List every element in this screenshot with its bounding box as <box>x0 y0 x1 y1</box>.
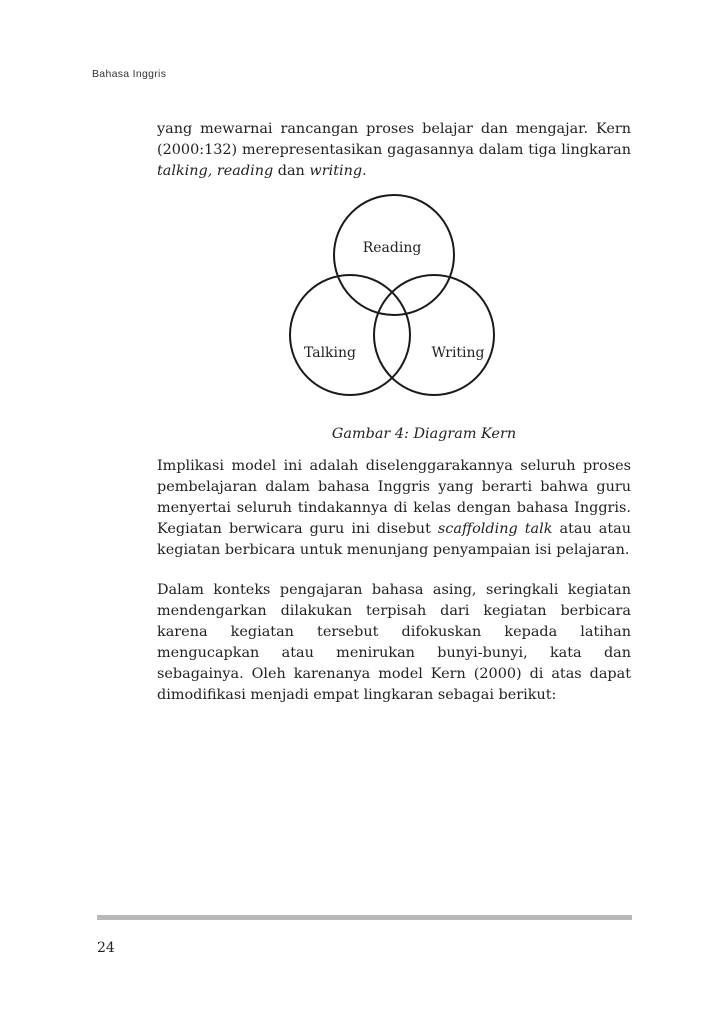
paragraph-implikasi <box>157 456 631 561</box>
p1-text: Implikasi model ini adalah diselenggarakannya seluruh proses pembelajaran dalam bahasa Inggris yang berarti bahwa guru menyertai seluruh tindakannya di kelas dengan bahasa Inggris. Kegiatan berwicara guru ini disebut <box>157 458 631 537</box>
circle-reading <box>334 195 454 315</box>
intro-italic-writing: writing <box>309 163 363 179</box>
figure-caption: Gambar 4: Diagram Kern <box>331 426 517 442</box>
p1-text-after: atau atau kegiatan berbicara untuk menunjang penyampaian isi pelajaran. <box>157 521 631 558</box>
running-header: Bahasa Inggris <box>92 68 167 80</box>
intro-italic-talking-reading: talking, reading <box>157 163 274 179</box>
p1-italic-scaffolding: scaffolding talk <box>437 521 553 537</box>
intro-text: yang mewarnai rancangan proses belajar dan mengajar. Kern (2000:132) merepresentasikan gagasannya dalam tiga lingkaran <box>157 121 631 158</box>
label-reading: Reading <box>362 240 422 256</box>
label-talking: Talking <box>303 345 357 361</box>
label-writing: Writing <box>431 345 485 361</box>
footer-rule <box>97 915 632 920</box>
circle-writing <box>374 275 494 395</box>
paragraph-konteks <box>157 580 631 706</box>
figure-caption-row <box>0 426 728 442</box>
intro-end: . <box>362 163 367 179</box>
circle-talking <box>290 275 410 395</box>
intro-connector: dan <box>273 163 310 179</box>
intro-paragraph <box>157 119 631 182</box>
page-number: 24 <box>97 940 115 956</box>
p2-text: Dalam konteks pengajaran bahasa asing, seringkali kegiatan mendengarkan dilakukan terpisah dari kegiatan berbicara karena kegiatan tersebut difokuskan kepada latihan mengucapkan atau menirukan bunyi-bunyi, kata dan sebagainya. Oleh karenanya model Kern (2000) di atas dapat dimodifikasi menjadi empat lingkaran sebagai berikut: <box>157 582 631 703</box>
